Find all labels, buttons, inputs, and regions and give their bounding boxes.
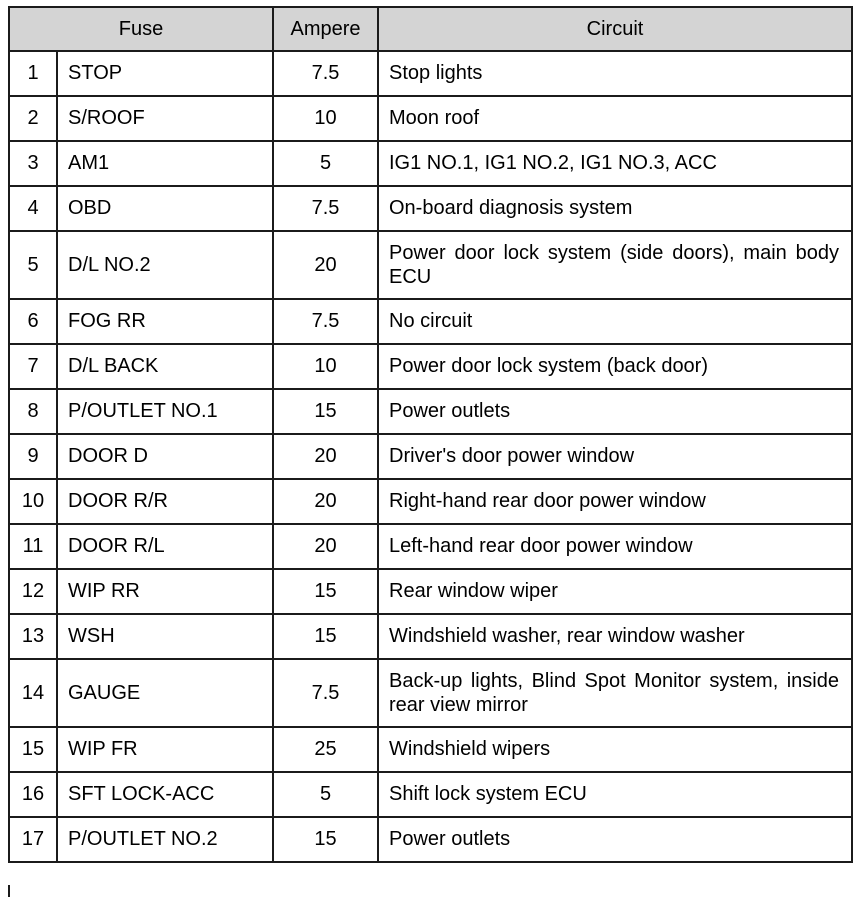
fuse-name-cell: D/L BACK	[57, 344, 273, 389]
circuit-cell: Power door lock system (back door)	[378, 344, 852, 389]
ampere-cell: 10	[273, 96, 378, 141]
ampere-cell: 7.5	[273, 186, 378, 231]
circuit-cell: Power door lock system (side doors), main body ECU	[378, 231, 852, 299]
table-row	[9, 569, 852, 614]
ampere-cell: 7.5	[273, 299, 378, 344]
table-header	[9, 7, 852, 51]
column-header-circuit: Circuit	[378, 7, 852, 51]
table-row	[9, 344, 852, 389]
table-row	[9, 479, 852, 524]
fuse-name-cell: WIP FR	[57, 727, 273, 772]
table-row	[9, 51, 852, 96]
circuit-cell: Power outlets	[378, 817, 852, 862]
ampere-cell: 5	[273, 772, 378, 817]
table-row	[9, 141, 852, 186]
table-row	[9, 727, 852, 772]
fuse-name-cell: WSH	[57, 614, 273, 659]
circuit-cell: Left-hand rear door power window	[378, 524, 852, 569]
table-row	[9, 659, 852, 727]
fuse-name-cell: DOOR D	[57, 434, 273, 479]
circuit-cell: Back-up lights, Blind Spot Monitor system, inside rear view mirror	[378, 659, 852, 727]
ampere-cell: 10	[273, 344, 378, 389]
ampere-cell: 20	[273, 434, 378, 479]
table-row	[9, 817, 852, 862]
fuse-name-cell: SFT LOCK-ACC	[57, 772, 273, 817]
fuse-number-cell: 1	[9, 51, 57, 96]
fuse-number-cell: 4	[9, 186, 57, 231]
circuit-cell: Stop lights	[378, 51, 852, 96]
column-header-ampere: Ampere	[273, 7, 378, 51]
circuit-cell: Shift lock system ECU	[378, 772, 852, 817]
circuit-cell: Rear window wiper	[378, 569, 852, 614]
fuse-number-cell: 12	[9, 569, 57, 614]
fuse-number-cell: 16	[9, 772, 57, 817]
table-row	[9, 389, 852, 434]
fuse-number-cell: 11	[9, 524, 57, 569]
fuse-name-cell: P/OUTLET NO.1	[57, 389, 273, 434]
fuse-name-cell: FOG RR	[57, 299, 273, 344]
fuse-name-cell: S/ROOF	[57, 96, 273, 141]
table-row	[9, 614, 852, 659]
ampere-cell: 25	[273, 727, 378, 772]
fuse-number-cell: 5	[9, 231, 57, 299]
ampere-cell: 7.5	[273, 659, 378, 727]
circuit-cell: Right-hand rear door power window	[378, 479, 852, 524]
table-row	[9, 299, 852, 344]
fuse-table	[8, 6, 853, 863]
table-row	[9, 186, 852, 231]
fuse-name-cell: AM1	[57, 141, 273, 186]
fuse-number-cell: 7	[9, 344, 57, 389]
fuse-name-cell: WIP RR	[57, 569, 273, 614]
circuit-cell: Driver's door power window	[378, 434, 852, 479]
circuit-cell: Power outlets	[378, 389, 852, 434]
fuse-number-cell: 15	[9, 727, 57, 772]
ampere-cell: 5	[273, 141, 378, 186]
fuse-number-cell: 10	[9, 479, 57, 524]
fuse-number-cell: 8	[9, 389, 57, 434]
header-row	[9, 7, 852, 51]
ampere-cell: 15	[273, 569, 378, 614]
circuit-cell: IG1 NO.1, IG1 NO.2, IG1 NO.3, ACC	[378, 141, 852, 186]
table-row	[9, 434, 852, 479]
page-bottom-rule	[8, 885, 20, 897]
fuse-number-cell: 17	[9, 817, 57, 862]
fuse-number-cell: 2	[9, 96, 57, 141]
circuit-cell: Windshield wipers	[378, 727, 852, 772]
column-header-fuse: Fuse	[9, 7, 273, 51]
fuse-name-cell: P/OUTLET NO.2	[57, 817, 273, 862]
ampere-cell: 7.5	[273, 51, 378, 96]
fuse-name-cell: OBD	[57, 186, 273, 231]
fuse-number-cell: 6	[9, 299, 57, 344]
fuse-number-cell: 3	[9, 141, 57, 186]
circuit-cell: No circuit	[378, 299, 852, 344]
table-row	[9, 772, 852, 817]
fuse-number-cell: 9	[9, 434, 57, 479]
fuse-number-cell: 13	[9, 614, 57, 659]
fuse-name-cell: D/L NO.2	[57, 231, 273, 299]
fuse-name-cell: GAUGE	[57, 659, 273, 727]
table-row	[9, 524, 852, 569]
ampere-cell: 15	[273, 389, 378, 434]
table-body	[9, 51, 852, 862]
fuse-number-cell: 14	[9, 659, 57, 727]
fuse-name-cell: STOP	[57, 51, 273, 96]
fuse-name-cell: DOOR R/L	[57, 524, 273, 569]
circuit-cell: On-board diagnosis system	[378, 186, 852, 231]
ampere-cell: 20	[273, 524, 378, 569]
table-row	[9, 96, 852, 141]
table-row	[9, 231, 852, 299]
ampere-cell: 20	[273, 479, 378, 524]
circuit-cell: Moon roof	[378, 96, 852, 141]
fuse-name-cell: DOOR R/R	[57, 479, 273, 524]
ampere-cell: 20	[273, 231, 378, 299]
ampere-cell: 15	[273, 614, 378, 659]
ampere-cell: 15	[273, 817, 378, 862]
circuit-cell: Windshield washer, rear window washer	[378, 614, 852, 659]
